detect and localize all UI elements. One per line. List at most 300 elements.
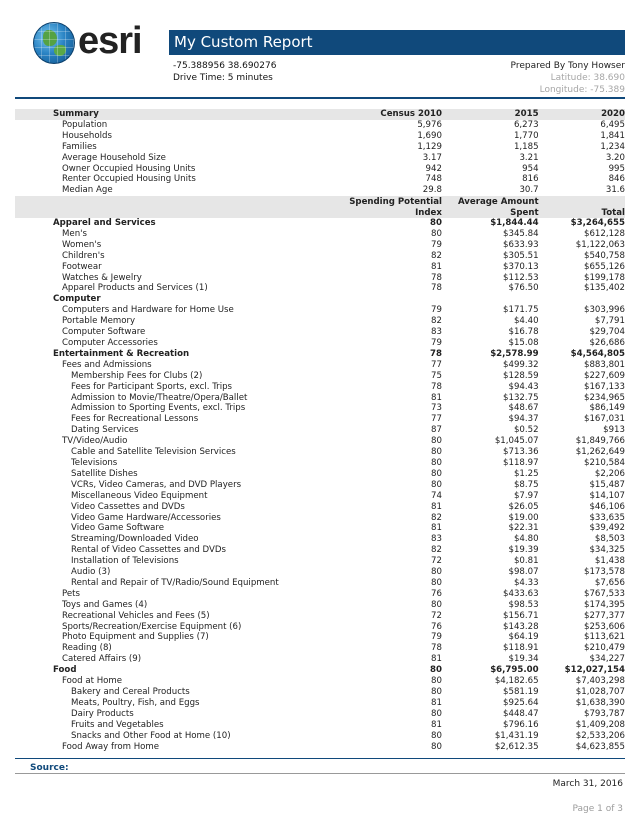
avg-value: $633.93 <box>503 239 539 250</box>
spending-row <box>15 720 625 731</box>
avg-value: $370.13 <box>503 261 539 272</box>
avg-value: $0.52 <box>513 425 539 436</box>
row-value: 1,129 <box>417 141 442 152</box>
total-value: $135,402 <box>583 283 625 294</box>
row-label: Food Away from Home <box>62 741 160 752</box>
spending-row <box>15 251 625 262</box>
index-value: 80 <box>431 436 442 447</box>
row-label: Owner Occupied Housing Units <box>62 163 196 174</box>
row-label: Children's <box>62 250 105 261</box>
source-label: Source: <box>30 763 69 773</box>
row-label: Admission to Sporting Events, excl. Trips <box>71 403 246 414</box>
total-value: $7,403,298 <box>575 676 625 687</box>
total-value: $1,849,766 <box>575 436 625 447</box>
index-value: 77 <box>431 414 442 425</box>
row-label: Families <box>62 141 97 152</box>
row-label: Average Household Size <box>62 152 166 163</box>
avg-value: $48.67 <box>508 403 539 414</box>
row-label: Computers and Hardware for Home Use <box>62 305 234 316</box>
spending-row <box>15 643 625 654</box>
index-value: 80 <box>431 228 442 239</box>
row-label: Video Game Hardware/Accessories <box>71 512 221 523</box>
footer-rule <box>15 773 625 774</box>
index-value: 78 <box>429 348 442 359</box>
summary-row <box>15 120 625 131</box>
row-label: Men's <box>62 228 87 239</box>
row-value: 1,690 <box>417 130 442 141</box>
total-value: $883,801 <box>583 359 625 370</box>
index-value: 80 <box>431 730 442 741</box>
report-title: My Custom Report <box>174 33 313 51</box>
row-value: 816 <box>522 174 539 185</box>
avg-value: $305.51 <box>503 250 539 261</box>
row-label: Cable and Satellite Television Services <box>71 447 236 458</box>
index-value: 80 <box>431 479 442 490</box>
index-value: 80 <box>431 708 442 719</box>
row-value: 29.8 <box>422 185 442 196</box>
report-title-bar <box>169 30 625 55</box>
total-value: $39,492 <box>589 523 625 534</box>
year-2020-header: 2020 <box>539 109 625 120</box>
total-value: $234,965 <box>583 392 625 403</box>
index-value: 79 <box>431 305 442 316</box>
row-label: Food at Home <box>62 676 123 687</box>
index-value: 80 <box>431 676 442 687</box>
spending-row <box>15 403 625 414</box>
avg-value: $19.39 <box>508 545 539 556</box>
index-value: 80 <box>431 687 442 697</box>
spending-header-row-2 <box>15 207 625 218</box>
avg-value: $171.75 <box>503 305 539 316</box>
total-value: $174,395 <box>583 599 625 610</box>
index-value: 80 <box>429 665 442 676</box>
index-value: 82 <box>431 250 442 261</box>
row-label: VCRs, Video Cameras, and DVD Players <box>71 479 242 490</box>
spending-row <box>15 491 625 502</box>
index-value: 79 <box>431 239 442 250</box>
index-value: 76 <box>431 621 442 632</box>
total-value: $34,227 <box>589 654 625 665</box>
row-label: Portable Memory <box>62 316 136 327</box>
index-value: 80 <box>431 599 442 610</box>
prepared-info <box>511 60 625 96</box>
avg-value: $2,578.99 <box>490 348 539 359</box>
row-value: 5,976 <box>417 119 442 130</box>
total-value: $1,438 <box>594 556 625 567</box>
category-row <box>15 218 625 229</box>
row-label: Population <box>62 119 108 130</box>
index-value <box>279 294 442 305</box>
row-label: Admission to Movie/Theatre/Opera/Ballet <box>71 392 248 403</box>
index-value: 75 <box>431 370 442 381</box>
row-label: Women's <box>62 239 102 250</box>
avg-value: $4.80 <box>513 534 539 545</box>
row-value: 942 <box>425 163 442 174</box>
spending-row <box>15 436 625 447</box>
avg-value: $98.07 <box>508 567 539 578</box>
row-label: Apparel and Services <box>53 218 156 229</box>
avg-value: $499.32 <box>503 359 539 370</box>
total-value: $86,149 <box>589 403 625 414</box>
row-label: Entertainment & Recreation <box>53 348 190 359</box>
avg-value: $1,431.19 <box>494 730 539 741</box>
avg-value: $26.05 <box>508 501 539 512</box>
index-value: 81 <box>431 697 442 708</box>
total-value: $3,264,655 <box>570 218 625 229</box>
row-value: 6,273 <box>513 119 539 130</box>
total-value: $46,106 <box>589 501 625 512</box>
index-value: 76 <box>431 588 442 599</box>
row-label: Food <box>53 665 77 676</box>
total-value: $2,206 <box>594 468 625 479</box>
spending-row <box>15 305 625 316</box>
avg-value: $796.16 <box>503 719 539 730</box>
row-label: Apparel Products and Services (1) <box>62 283 208 294</box>
spending-row <box>15 338 625 349</box>
total-value: $277,377 <box>583 610 625 621</box>
index-value: 74 <box>431 490 442 501</box>
index-value: 83 <box>431 534 442 545</box>
category-row <box>15 349 625 360</box>
report-date: March 31, 2016 <box>552 779 623 789</box>
row-label: Dairy Products <box>71 708 134 719</box>
spending-header-row-1 <box>15 196 625 207</box>
census-2010-header: Census 2010 <box>279 109 442 120</box>
row-value: 1,770 <box>513 130 539 141</box>
spending-row <box>15 654 625 665</box>
index-value: 87 <box>431 425 442 436</box>
spending-row <box>15 611 625 622</box>
spending-row <box>15 393 625 404</box>
total-value: $1,122,063 <box>575 239 625 250</box>
index-value: 82 <box>431 316 442 327</box>
index-value: 82 <box>431 512 442 523</box>
row-label: Meats, Poultry, Fish, and Eggs <box>71 697 200 708</box>
index-value: 81 <box>431 261 442 272</box>
avg-value: $345.84 <box>503 228 539 239</box>
spending-row <box>15 229 625 240</box>
index-value: 72 <box>431 610 442 621</box>
index-value: 77 <box>431 359 442 370</box>
total-value: $29,704 <box>589 327 625 338</box>
row-label: Computer Software <box>62 327 146 338</box>
avg-value: $713.36 <box>503 447 539 458</box>
total-value: $913 <box>603 425 625 436</box>
index-value: 78 <box>431 283 442 294</box>
index-value: 82 <box>431 545 442 556</box>
avg-value: $112.53 <box>503 272 539 283</box>
row-label: Rental of Video Cassettes and DVDs <box>71 545 226 556</box>
total-value: $793,787 <box>583 708 625 719</box>
drive-time: Drive Time: 5 minutes <box>173 73 273 83</box>
spending-row <box>15 698 625 709</box>
row-value: 3.21 <box>519 152 539 163</box>
spending-row <box>15 567 625 578</box>
spending-row <box>15 687 625 698</box>
row-value: 748 <box>425 174 442 185</box>
index-value: 78 <box>431 272 442 283</box>
row-label: Sports/Recreation/Exercise Equipment (6) <box>62 621 242 632</box>
spending-row <box>15 709 625 720</box>
total-value: $227,609 <box>583 370 625 381</box>
year-2015-header: 2015 <box>442 109 539 120</box>
total-value: $1,638,390 <box>575 697 625 708</box>
row-label: Video Game Software <box>71 523 165 534</box>
index-value: 81 <box>431 654 442 665</box>
avg-value <box>442 294 539 305</box>
coordinates: -75.388956 38.690276 <box>173 61 277 71</box>
avg-value: $22.31 <box>508 523 539 534</box>
row-label: Computer Accessories <box>62 338 158 348</box>
avg-value: $19.34 <box>508 654 539 665</box>
index-value: 80 <box>431 741 442 752</box>
row-label: Fees and Admissions <box>62 359 152 370</box>
total-value: $26,686 <box>589 338 625 348</box>
total-value: $767,533 <box>583 588 625 599</box>
avg-value: $7.97 <box>513 490 539 501</box>
row-label: Membership Fees for Clubs (2) <box>71 370 203 381</box>
spending-row <box>15 382 625 393</box>
avg-value: $94.37 <box>508 414 539 425</box>
spending-row <box>15 458 625 469</box>
index-value: 78 <box>431 381 442 392</box>
avg-value: $1,844.44 <box>490 218 539 229</box>
index-value: 80 <box>431 468 442 479</box>
row-label: Video Cassettes and DVDs <box>71 501 185 512</box>
summary-row <box>15 174 625 185</box>
row-label: Dating Services <box>71 425 139 436</box>
spending-row <box>15 283 625 294</box>
spending-row <box>15 545 625 556</box>
summary-header: Summary <box>15 109 279 120</box>
spending-row <box>15 589 625 600</box>
row-label: Bakery and Cereal Products <box>71 687 190 697</box>
row-label: Catered Affairs (9) <box>62 654 142 665</box>
spending-row <box>15 523 625 534</box>
avg-value: $1,045.07 <box>494 436 539 447</box>
row-value: 1,841 <box>600 130 625 141</box>
row-value: 6,495 <box>600 119 625 130</box>
index-value: 81 <box>431 501 442 512</box>
total-value: $34,325 <box>589 545 625 556</box>
total-value: $113,621 <box>583 632 625 643</box>
row-label: Streaming/Downloaded Video <box>71 534 199 545</box>
total-header: Total <box>539 207 625 218</box>
row-value: 954 <box>522 163 539 174</box>
spending-row <box>15 414 625 425</box>
index-value: 79 <box>431 632 442 643</box>
row-label: Computer <box>53 294 101 305</box>
avg-amount-header: Average Amount <box>442 196 539 207</box>
row-label: Televisions <box>71 457 118 468</box>
avg-value: $132.75 <box>503 392 539 403</box>
avg-value: $4.40 <box>513 316 539 327</box>
total-value: $7,791 <box>594 316 625 327</box>
avg-value: $2,612.35 <box>494 741 539 752</box>
avg-value: $19.00 <box>508 512 539 523</box>
total-value: $14,107 <box>589 490 625 501</box>
row-label: Pets <box>62 588 81 599</box>
avg-value: $118.97 <box>503 457 539 468</box>
esri-logo <box>33 18 153 68</box>
total-value: $253,606 <box>583 621 625 632</box>
row-label: Photo Equipment and Supplies (7) <box>62 632 209 643</box>
row-label: Miscellaneous Video Equipment <box>71 490 208 501</box>
total-value: $33,635 <box>589 512 625 523</box>
avg-value: $0.81 <box>513 556 539 567</box>
index-value: 81 <box>431 523 442 534</box>
avg-value: $925.64 <box>503 697 539 708</box>
spending-row <box>15 556 625 567</box>
report-table <box>15 109 625 752</box>
avg-value: $448.47 <box>503 708 539 719</box>
index-value: 80 <box>431 577 442 588</box>
spending-row <box>15 513 625 524</box>
location-info <box>173 60 276 84</box>
row-label: Renter Occupied Housing Units <box>62 174 196 185</box>
row-label: Median Age <box>62 185 113 196</box>
summary-header-row <box>15 109 625 120</box>
total-value: $2,533,206 <box>575 730 625 741</box>
spending-row <box>15 622 625 633</box>
spending-row <box>15 731 625 742</box>
index-value: 80 <box>431 447 442 458</box>
summary-row <box>15 164 625 175</box>
avg-value: $76.50 <box>508 283 539 294</box>
avg-value: $4.33 <box>513 577 539 588</box>
total-value: $1,262,649 <box>575 447 625 458</box>
avg-value: $8.75 <box>513 479 539 490</box>
avg-value: $143.28 <box>503 621 539 632</box>
index-value: 80 <box>431 567 442 578</box>
row-label: Fees for Recreational Lessons <box>71 414 199 425</box>
row-label: Footwear <box>62 261 102 272</box>
index-value: 81 <box>431 719 442 730</box>
index-value: 83 <box>431 327 442 338</box>
total-value: $167,133 <box>583 381 625 392</box>
row-label: Snacks and Other Food at Home (10) <box>71 730 231 741</box>
row-value: 30.7 <box>519 185 539 196</box>
total-value: $1,409,208 <box>575 719 625 730</box>
spending-index-header-2: Index <box>279 207 442 218</box>
spending-row <box>15 371 625 382</box>
row-value: 846 <box>608 174 625 185</box>
globe-icon <box>33 22 75 64</box>
avg-value: $581.19 <box>503 687 539 697</box>
category-row <box>15 294 625 305</box>
total-value: $173,578 <box>583 567 625 578</box>
avg-value: $1.25 <box>513 468 539 479</box>
index-value: 79 <box>431 338 442 348</box>
index-value: 80 <box>429 218 442 229</box>
spending-row <box>15 240 625 251</box>
row-value: 3.20 <box>605 152 625 163</box>
row-label: Watches & Jewelry <box>62 272 142 283</box>
spending-row <box>15 600 625 611</box>
avg-value: $118.91 <box>503 643 539 654</box>
total-value <box>539 294 625 305</box>
avg-value: $128.59 <box>503 370 539 381</box>
row-label: Installation of Televisions <box>71 556 179 567</box>
avg-value: $156.71 <box>503 610 539 621</box>
row-value: 1,185 <box>513 141 539 152</box>
row-label: TV/Video/Audio <box>62 436 128 447</box>
summary-section <box>15 109 625 196</box>
row-value: 995 <box>608 163 625 174</box>
index-value: 73 <box>431 403 442 414</box>
spending-row <box>15 578 625 589</box>
spending-row <box>15 425 625 436</box>
avg-value: $6,795.00 <box>490 665 539 676</box>
spending-row <box>15 327 625 338</box>
row-value: 1,234 <box>600 141 625 152</box>
avg-value: $98.53 <box>508 599 539 610</box>
logo-text: esri <box>78 20 142 62</box>
spending-row <box>15 273 625 284</box>
spending-row <box>15 360 625 371</box>
avg-value: $16.78 <box>508 327 539 338</box>
total-value: $4,623,855 <box>575 741 625 752</box>
summary-row <box>15 153 625 164</box>
summary-row <box>15 131 625 142</box>
spending-row <box>15 480 625 491</box>
row-label: Reading (8) <box>62 643 112 654</box>
spending-row <box>15 534 625 545</box>
header-divider <box>15 97 625 99</box>
avg-value: $15.08 <box>508 338 539 348</box>
spending-row <box>15 676 625 687</box>
total-value: $612,128 <box>583 228 625 239</box>
spending-row <box>15 632 625 643</box>
avg-amount-header-2: Spent <box>442 207 539 218</box>
row-label: Audio (3) <box>71 567 111 578</box>
summary-row <box>15 142 625 153</box>
total-value: $303,996 <box>583 305 625 316</box>
index-value: 81 <box>431 392 442 403</box>
total-value: $8,503 <box>594 534 625 545</box>
spending-index-header: Spending Potential <box>279 196 442 207</box>
spending-row <box>15 447 625 458</box>
row-label: Toys and Games (4) <box>62 599 148 610</box>
total-value: $199,178 <box>583 272 625 283</box>
index-value: 72 <box>431 556 442 567</box>
spending-row <box>15 469 625 480</box>
footer-divider <box>15 758 625 759</box>
row-label: Rental and Repair of TV/Radio/Sound Equipment <box>71 577 279 588</box>
row-label: Recreational Vehicles and Fees (5) <box>62 610 210 621</box>
row-label: Fees for Participant Sports, excl. Trips <box>71 381 233 392</box>
total-value: $4,564,805 <box>570 348 625 359</box>
avg-value: $4,182.65 <box>494 676 539 687</box>
total-value: $210,479 <box>583 643 625 654</box>
total-value: $210,584 <box>583 457 625 468</box>
row-value: 3.17 <box>422 152 442 163</box>
spending-row <box>15 502 625 513</box>
row-label: Fruits and Vegetables <box>71 719 164 730</box>
total-value: $15,487 <box>589 479 625 490</box>
summary-row <box>15 185 625 196</box>
total-value: $540,758 <box>583 250 625 261</box>
page-number: Page 1 of 3 <box>572 804 623 814</box>
total-value: $7,656 <box>594 577 625 588</box>
spending-section <box>15 196 625 752</box>
avg-value: $64.19 <box>508 632 539 643</box>
category-row <box>15 665 625 676</box>
spending-row <box>15 262 625 273</box>
avg-value: $94.43 <box>508 381 539 392</box>
avg-value: $433.63 <box>503 588 539 599</box>
latitude: Latitude: 38.690 <box>550 73 625 83</box>
